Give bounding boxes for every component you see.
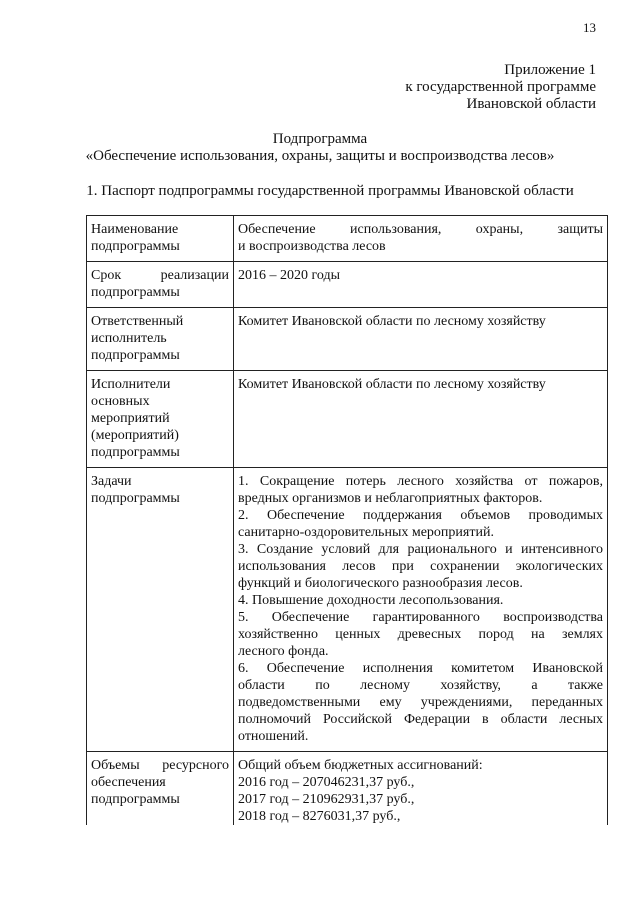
row-label-line: подпрограммы [91, 285, 180, 300]
row-label-line: подпрограммы [91, 348, 180, 363]
row-value-line: 3. Создание условий для рационального и интенсивного [238, 542, 603, 557]
page-number: 13 [583, 20, 596, 35]
row-label-line: подпрограммы [91, 491, 180, 506]
row-label-line: подпрограммы [91, 445, 180, 460]
table-row-tasks [87, 468, 608, 752]
row-value-line: Комитет Ивановской области по лесному хозяйству [238, 377, 546, 392]
row-value-executors [234, 371, 608, 468]
row-value-line: санитарно-оздоровительных мероприятий. [238, 525, 494, 540]
row-value-line: Обеспечение использования, охраны, защиты [238, 222, 603, 237]
table-row-funding [87, 752, 608, 826]
row-value-line: области по лесному хозяйству, а также [238, 678, 603, 693]
row-value-line: лесного фонда. [238, 644, 329, 659]
passport-table [86, 215, 608, 825]
row-value-tasks [234, 468, 608, 752]
row-label-line: Наименование [91, 222, 179, 237]
appendix-line-2: к государственной программе [405, 79, 596, 95]
row-value-line: отношений. [238, 729, 309, 744]
table-row-name [87, 216, 608, 262]
row-label-line: Исполнители [91, 377, 171, 392]
table-row-executors [87, 371, 608, 468]
subprogram-title-block [60, 131, 580, 165]
row-label-line: Объемы ресурсного [91, 758, 229, 773]
row-value-line: 2. Обеспечение поддержания объемов проводимых [238, 508, 603, 523]
row-label-line: подпрограммы [91, 239, 180, 254]
row-value-line: подведомственными ему учреждениями, переданных [238, 695, 603, 710]
row-value-responsible [234, 308, 608, 371]
row-value-line: Комитет Ивановской области по лесному хозяйству [238, 314, 546, 329]
row-label-responsible [87, 308, 234, 371]
row-value-line: 2018 год – 8276031,37 руб., [238, 809, 401, 824]
row-value-line: вредных организмов и неблагоприятных факторов. [238, 491, 543, 506]
appendix-header [405, 62, 596, 113]
row-value-funding [234, 752, 608, 826]
row-value-line: полномочий Российской Федерации в области лесных [238, 712, 603, 727]
table-row-term [87, 262, 608, 308]
row-label-line: (мероприятий) [91, 428, 179, 443]
row-label-funding [87, 752, 234, 826]
subprogram-name: «Обеспечение использования, охраны, защиты и воспроизводства лесов» [85, 148, 555, 164]
row-value-line: хозяйственно ценных древесных пород на землях [238, 627, 603, 642]
row-label-line: Задачи [91, 474, 132, 489]
row-value-line: 2016 год – 207046231,37 руб., [238, 775, 415, 790]
row-label-line: Ответственный [91, 314, 184, 329]
row-label-term [87, 262, 234, 308]
row-value-line: 6. Обеспечение исполнения комитетом Ивановской [238, 661, 603, 676]
row-value-line: 4. Повышение доходности лесопользования. [238, 593, 504, 608]
row-label-line: подпрограммы [91, 792, 180, 807]
row-value-line: использования лесов при сохранении экологических [238, 559, 603, 574]
row-label-line: основных [91, 394, 150, 409]
row-label-line: исполнитель [91, 331, 167, 346]
row-value-line: 5. Обеспечение гарантированного воспроизводства [238, 610, 603, 625]
subprogram-title: Подпрограмма [272, 131, 368, 147]
row-label-line: обеспечения [91, 775, 166, 790]
row-value-line: 1. Сокращение потерь лесного хозяйства от пожаров, [238, 474, 603, 489]
row-value-name [234, 216, 608, 262]
row-value-term [234, 262, 608, 308]
row-value-line: Общий объем бюджетных ассигнований: [238, 758, 483, 773]
passport-heading: 1. Паспорт подпрограммы государственной программы Ивановской области [86, 183, 574, 199]
row-label-line: Срок реализации [91, 268, 229, 283]
appendix-line-1: Приложение 1 [504, 62, 596, 78]
row-value-line: 2017 год – 210962931,37 руб., [238, 792, 415, 807]
table-row-responsible [87, 308, 608, 371]
row-value-line: 2016 – 2020 годы [238, 268, 341, 283]
row-value-line: функций и биологического разнообразия лесов. [238, 576, 523, 591]
row-label-name [87, 216, 234, 262]
row-label-executors [87, 371, 234, 468]
appendix-line-3: Ивановской области [466, 96, 596, 112]
row-label-line: мероприятий [91, 411, 170, 426]
row-label-tasks [87, 468, 234, 752]
row-value-line: и воспроизводства лесов [238, 239, 386, 254]
